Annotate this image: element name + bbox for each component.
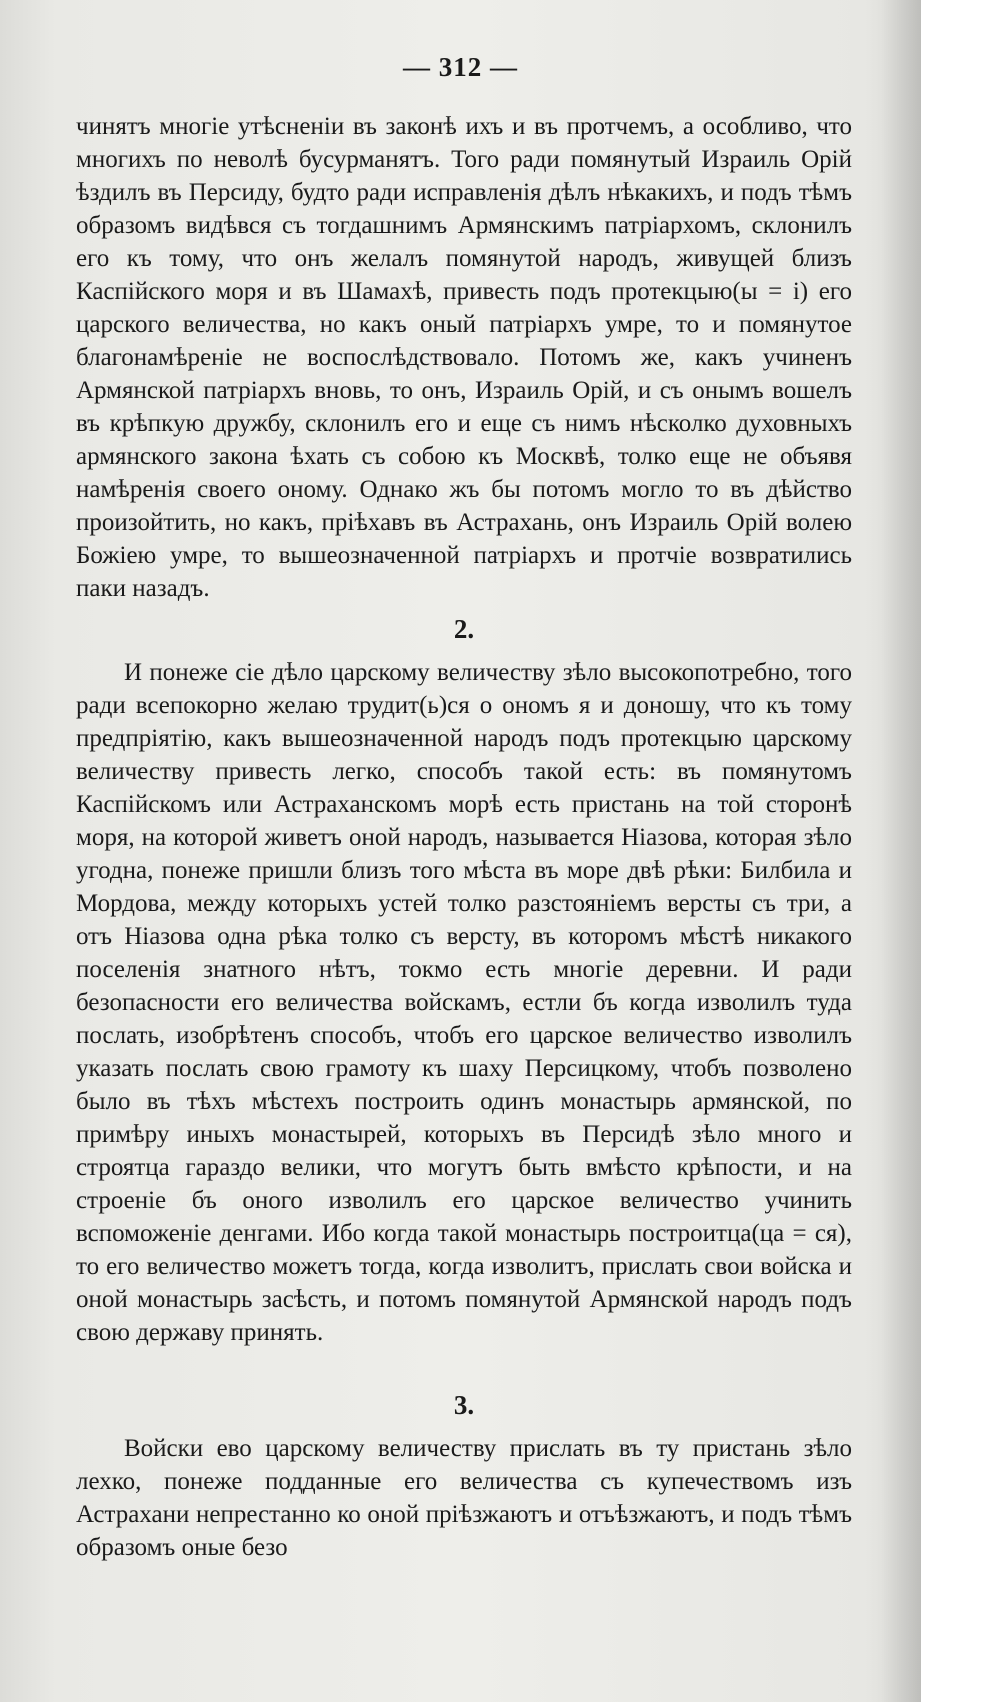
paragraph-2: И понеже сіе дѣло царскому величеству зѣло высокопотребно, того ради всепокорно желаю трудит(ь)ся о ономъ я и доношу, что къ тому предпріятію, какъ вышеозначенной народъ подъ протекцыю царскому величеству привесть легко, способъ такой есть: въ помянутомъ Каспійскомъ или Астраханскомъ морѣ есть пристань на той сторонѣ моря, на которой живетъ оной народъ, называется Ніазова, которая зѣло угодна, понеже пришли близъ того мѣста въ море двѣ рѣки: Билбила и Мордова, между которыхъ устей толко разстояніемъ версты съ три, а отъ Ніазова одна рѣка толко съ версту, въ которомъ мѣстѣ никакого поселенія знатного нѣтъ, токмо есть многіе деревни. И ради безопасности его величества войскамъ, естли бъ когда изволилъ туда послать, изобрѣтенъ способъ, чтобъ его царское величество изволилъ указать послать свою грамоту къ шаху Персицкому, чтобъ позволено было въ тѣхъ мѣстехъ построить одинъ монастырь армянской, по примѣру иныхъ монастырей, которыхъ въ Персидѣ зѣло много и строятца гараздо велики, что могутъ быть вмѣсто крѣпости, и на строеніе бъ оного изволилъ его царское величество учинить вспоможеніе денгами. Ибо когда такой монастырь построитца(ца = ся), то его величество можетъ тогда, когда изволитъ, прислать свои войска и оной монастырь засѣсть, и потомъ помянутой Армянской народъ подъ свою державу принять. — [76, 659, 852, 1346]
page-body — [76, 110, 852, 1564]
paragraph-1: чинятъ многіе утѣсненіи въ законѣ ихъ и въ протчемъ, а особливо, что многихъ по неволѣ бусурманятъ. Того ради помянутый Израиль Орій ѣздилъ въ Персиду, будто ради исправленія дѣлъ нѣкакихъ, и подъ тѣмъ образомъ видѣвся съ тогдашнимъ Армянскимъ патріархомъ, склонилъ его къ тому, что онъ желалъ помянутой народъ, живущей близъ Каспійского моря и въ Шамахѣ, привесть подъ протекцыю(ы = і) его царского величества, но какъ оный патріархъ умре, то и помянутое благонамѣреніе не воспослѣдствовало. Потомъ же, какъ учиненъ Армянской патріархъ вновь, то онъ, Израиль Орій, и съ онымъ вошелъ въ крѣпкую дружбу, склонилъ его и еще съ нимъ нѣсколко духовныхъ армянского закона ѣхать съ собою къ Москвѣ, толко еще не объявя намѣренія своего оному. Однако жъ бы потомъ могло то въ дѣйство произойтить, но какъ, пріѣхавъ въ Астрахань, онъ Израиль Орій волею Божіею умре, то вышеозначенной патріархъ и протчіе возвратились паки назадъ. — [76, 113, 852, 602]
paragraph-3: Войски ево царскому величеству прислать въ ту пристань зѣло лехко, понеже подданные его величества съ купечествомъ изъ Астрахани непрестанно ко оной пріѣзжаютъ и отъѣзжаютъ, и подъ тѣмъ образомъ оные безо — [76, 1435, 852, 1561]
section-number-3: 3. — [453, 1390, 475, 1420]
page-number: — 312 — — [403, 52, 518, 82]
section-number-2: 2. — [453, 614, 475, 644]
